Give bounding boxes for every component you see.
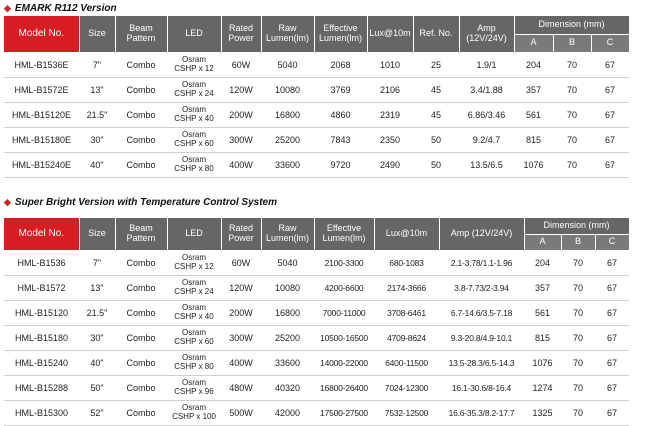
cell-lux: 1010 xyxy=(367,52,413,77)
header-led: LED xyxy=(167,16,221,52)
table-row xyxy=(4,300,629,325)
header-power: Rated Power xyxy=(221,218,261,250)
header-model: Model No. xyxy=(4,218,79,250)
cell-effective: 9720 xyxy=(314,152,367,177)
cell-b: 70 xyxy=(553,102,591,127)
cell-effective: 2100-3300 xyxy=(314,250,374,275)
header-size: Size xyxy=(79,16,115,52)
cell-amp: 6.7-14.6/3.5-7.18 xyxy=(439,300,524,325)
header-beam: Beam Pattern xyxy=(115,218,167,250)
cell-amp: 3.8-7.73/2-3.94 xyxy=(439,275,524,300)
cell-power: 480W xyxy=(221,375,261,400)
cell-raw: 25200 xyxy=(261,325,314,350)
cell-raw: 42000 xyxy=(261,400,314,425)
cell-b: 70 xyxy=(553,127,591,152)
cell-size: 30" xyxy=(79,325,115,350)
header-dimension: Dimension (mm) xyxy=(524,218,629,234)
led-brand: Osram xyxy=(182,378,206,388)
cell-led xyxy=(167,102,221,127)
cell-size: 40" xyxy=(79,152,115,177)
led-brand: Osram xyxy=(182,303,206,313)
cell-amp: 9.3-20.8/4.9-10.1 xyxy=(439,325,524,350)
cell-b: 70 xyxy=(553,152,591,177)
cell-model: HML-B15120E xyxy=(4,102,79,127)
led-count: CSHP x 60 xyxy=(174,138,214,148)
cell-c: 67 xyxy=(595,325,629,350)
super-bright-spec-table xyxy=(4,218,630,426)
cell-c: 67 xyxy=(591,77,629,102)
cell-led xyxy=(167,250,221,275)
cell-beam: Combo xyxy=(115,275,167,300)
cell-power: 500W xyxy=(221,400,261,425)
cell-model: HML-B15120 xyxy=(4,300,79,325)
cell-led xyxy=(167,127,221,152)
cell-a: 1274 xyxy=(524,375,561,400)
header-dim-b: B xyxy=(553,34,591,52)
emark-table-body xyxy=(4,52,629,177)
cell-effective: 7000-11000 xyxy=(314,300,374,325)
cell-power: 300W xyxy=(221,127,261,152)
cell-ref: 45 xyxy=(413,102,459,127)
cell-model: HML-B15180 xyxy=(4,325,79,350)
cell-power: 60W xyxy=(221,250,261,275)
cell-model: HML-B15180E xyxy=(4,127,79,152)
led-brand: Osram xyxy=(182,353,206,363)
cell-beam: Combo xyxy=(115,325,167,350)
cell-beam: Combo xyxy=(115,152,167,177)
cell-size: 13" xyxy=(79,77,115,102)
cell-effective: 10500-16500 xyxy=(314,325,374,350)
cell-led xyxy=(167,400,221,425)
cell-c: 67 xyxy=(595,300,629,325)
cell-led xyxy=(167,77,221,102)
cell-beam: Combo xyxy=(115,400,167,425)
header-dim-a: A xyxy=(524,234,561,250)
cell-a: 1076 xyxy=(514,152,553,177)
cell-led xyxy=(167,325,221,350)
led-count: CSHP x 40 xyxy=(174,113,214,123)
cell-b: 70 xyxy=(561,325,595,350)
cell-beam: Combo xyxy=(115,52,167,77)
cell-size: 40" xyxy=(79,350,115,375)
cell-ref: 50 xyxy=(413,152,459,177)
cell-beam: Combo xyxy=(115,77,167,102)
cell-c: 67 xyxy=(595,275,629,300)
led-count: CSHP x 24 xyxy=(174,286,214,296)
header-size: Size xyxy=(79,218,115,250)
cell-effective: 16800-26400 xyxy=(314,375,374,400)
led-count: CSHP x 100 xyxy=(172,411,216,421)
cell-amp: 16.6-35.3/8.2-17.7 xyxy=(439,400,524,425)
cell-beam: Combo xyxy=(115,127,167,152)
led-brand: Osram xyxy=(182,105,206,115)
led-count: CSHP x 12 xyxy=(174,63,214,73)
cell-model: HML-B1536 xyxy=(4,250,79,275)
led-brand: Osram xyxy=(182,403,206,413)
cell-a: 815 xyxy=(524,325,561,350)
cell-lux: 2106 xyxy=(367,77,413,102)
cell-power: 120W xyxy=(221,77,261,102)
cell-model: HML-B15240E xyxy=(4,152,79,177)
cell-c: 67 xyxy=(595,400,629,425)
cell-size: 21.5" xyxy=(79,300,115,325)
cell-lux: 2350 xyxy=(367,127,413,152)
led-count: CSHP x 12 xyxy=(174,261,214,271)
cell-raw: 5040 xyxy=(261,52,314,77)
cell-a: 561 xyxy=(524,300,561,325)
led-count: CSHP x 40 xyxy=(174,311,214,321)
cell-beam: Combo xyxy=(115,102,167,127)
table-row xyxy=(4,77,629,102)
cell-amp: 16.1-30.6/8-16.4 xyxy=(439,375,524,400)
cell-b: 70 xyxy=(561,350,595,375)
cell-power: 400W xyxy=(221,350,261,375)
cell-power: 200W xyxy=(221,102,261,127)
cell-size: 52" xyxy=(79,400,115,425)
cell-ref: 25 xyxy=(413,52,459,77)
cell-model: HML-B15300 xyxy=(4,400,79,425)
cell-a: 561 xyxy=(514,102,553,127)
cell-raw: 16800 xyxy=(261,300,314,325)
section-title-emark xyxy=(4,3,117,14)
cell-lux: 3708-6461 xyxy=(374,300,439,325)
cell-raw: 5040 xyxy=(261,250,314,275)
header-amp: Amp (12V/24V) xyxy=(439,218,524,250)
table-row xyxy=(4,400,629,425)
led-count: CSHP x 60 xyxy=(174,336,214,346)
header-raw-lumen: Raw Lumen(lm) xyxy=(261,218,314,250)
cell-raw: 33600 xyxy=(261,350,314,375)
cell-b: 70 xyxy=(561,300,595,325)
header-dimension: Dimension (mm) xyxy=(514,16,629,34)
led-brand: Osram xyxy=(182,253,206,263)
cell-effective: 4200-6600 xyxy=(314,275,374,300)
led-brand: Osram xyxy=(182,155,206,165)
cell-led xyxy=(167,152,221,177)
cell-beam: Combo xyxy=(115,250,167,275)
cell-size: 30" xyxy=(79,127,115,152)
cell-a: 204 xyxy=(514,52,553,77)
cell-lux: 4709-8624 xyxy=(374,325,439,350)
header-dim-b: B xyxy=(561,234,595,250)
cell-b: 70 xyxy=(561,375,595,400)
led-brand: Osram xyxy=(182,55,206,65)
cell-raw: 16800 xyxy=(261,102,314,127)
cell-b: 70 xyxy=(561,400,595,425)
section-title-super-bright xyxy=(4,197,277,208)
cell-a: 357 xyxy=(524,275,561,300)
header-dim-c: C xyxy=(591,34,629,52)
cell-raw: 10080 xyxy=(261,275,314,300)
table-row xyxy=(4,375,629,400)
cell-b: 70 xyxy=(561,250,595,275)
cell-size: 7" xyxy=(79,52,115,77)
cell-model: HML-B15240 xyxy=(4,350,79,375)
cell-a: 357 xyxy=(514,77,553,102)
cell-b: 70 xyxy=(561,275,595,300)
header-led: LED xyxy=(167,218,221,250)
cell-power: 400W xyxy=(221,152,261,177)
cell-amp: 9.2/4.7 xyxy=(459,127,514,152)
section-title-text: Super Bright Version with Temperature Control System xyxy=(14,197,278,208)
cell-raw: 33600 xyxy=(261,152,314,177)
led-count: CSHP x 80 xyxy=(174,163,214,173)
cell-amp: 1.9/1 xyxy=(459,52,514,77)
cell-c: 67 xyxy=(595,250,629,275)
cell-c: 67 xyxy=(591,52,629,77)
cell-beam: Combo xyxy=(115,350,167,375)
cell-amp: 13.5-28.3/6.5-14.3 xyxy=(439,350,524,375)
cell-led xyxy=(167,275,221,300)
cell-beam: Combo xyxy=(115,375,167,400)
cell-c: 67 xyxy=(591,152,629,177)
cell-ref: 45 xyxy=(413,77,459,102)
cell-led xyxy=(167,375,221,400)
cell-led xyxy=(167,52,221,77)
cell-model: HML-B1572 xyxy=(4,275,79,300)
header-effective-lumen: Effective Lumen(lm) xyxy=(314,218,374,250)
emark-spec-table xyxy=(4,16,630,178)
cell-amp: 6.86/3.46 xyxy=(459,102,514,127)
diamond-bullet-icon: ◆ xyxy=(4,3,11,13)
cell-raw: 40320 xyxy=(261,375,314,400)
header-lux: Lux@10m xyxy=(367,16,413,52)
cell-lux: 7024-12300 xyxy=(374,375,439,400)
header-dim-a: A xyxy=(514,34,553,52)
cell-effective: 14000-22000 xyxy=(314,350,374,375)
cell-c: 67 xyxy=(595,350,629,375)
cell-size: 21.5" xyxy=(79,102,115,127)
header-ref: Ref. No. xyxy=(413,16,459,52)
header-dim-c: C xyxy=(595,234,629,250)
cell-model: HML-B15288 xyxy=(4,375,79,400)
led-brand: Osram xyxy=(182,328,206,338)
cell-c: 67 xyxy=(595,375,629,400)
table-row xyxy=(4,152,629,177)
section-title-text: EMARK R112 Version xyxy=(14,3,117,14)
table-row xyxy=(4,325,629,350)
cell-lux: 7532-12500 xyxy=(374,400,439,425)
header-beam: Beam Pattern xyxy=(115,16,167,52)
led-brand: Osram xyxy=(182,278,206,288)
cell-size: 7" xyxy=(79,250,115,275)
cell-amp: 2.1-3.78/1.1-1.96 xyxy=(439,250,524,275)
cell-model: HML-B1572E xyxy=(4,77,79,102)
led-brand: Osram xyxy=(182,130,206,140)
table-row xyxy=(4,250,629,275)
cell-a: 1325 xyxy=(524,400,561,425)
cell-effective: 7843 xyxy=(314,127,367,152)
table-row xyxy=(4,350,629,375)
super-bright-table-body xyxy=(4,250,629,425)
cell-a: 815 xyxy=(514,127,553,152)
cell-power: 120W xyxy=(221,275,261,300)
cell-b: 70 xyxy=(553,77,591,102)
led-count: CSHP x 80 xyxy=(174,361,214,371)
cell-lux: 2319 xyxy=(367,102,413,127)
cell-amp: 3.4/1.88 xyxy=(459,77,514,102)
cell-power: 300W xyxy=(221,325,261,350)
cell-beam: Combo xyxy=(115,300,167,325)
header-effective-lumen: Effective Lumen(lm) xyxy=(314,16,367,52)
cell-lux: 6400-11500 xyxy=(374,350,439,375)
cell-raw: 25200 xyxy=(261,127,314,152)
cell-raw: 10080 xyxy=(261,77,314,102)
led-count: CSHP x 96 xyxy=(174,386,214,396)
cell-led xyxy=(167,300,221,325)
table-row xyxy=(4,102,629,127)
cell-amp: 13.5/6.5 xyxy=(459,152,514,177)
cell-power: 200W xyxy=(221,300,261,325)
cell-c: 67 xyxy=(591,102,629,127)
cell-lux: 680-1083 xyxy=(374,250,439,275)
cell-b: 70 xyxy=(553,52,591,77)
header-model: Model No. xyxy=(4,16,79,52)
cell-size: 13" xyxy=(79,275,115,300)
cell-c: 67 xyxy=(591,127,629,152)
cell-lux: 2174-3666 xyxy=(374,275,439,300)
cell-power: 60W xyxy=(221,52,261,77)
led-count: CSHP x 24 xyxy=(174,88,214,98)
cell-size: 50" xyxy=(79,375,115,400)
diamond-bullet-icon: ◆ xyxy=(4,197,11,207)
cell-effective: 17500-27500 xyxy=(314,400,374,425)
cell-model: HML-B1536E xyxy=(4,52,79,77)
header-amp: Amp (12V/24V) xyxy=(459,16,514,52)
led-brand: Osram xyxy=(182,80,206,90)
cell-a: 1076 xyxy=(524,350,561,375)
cell-effective: 2068 xyxy=(314,52,367,77)
cell-a: 204 xyxy=(524,250,561,275)
header-raw-lumen: Raw Lumen(lm) xyxy=(261,16,314,52)
table-row xyxy=(4,52,629,77)
cell-effective: 4860 xyxy=(314,102,367,127)
cell-lux: 2490 xyxy=(367,152,413,177)
cell-effective: 3769 xyxy=(314,77,367,102)
table-row xyxy=(4,127,629,152)
header-lux: Lux@10m xyxy=(374,218,439,250)
header-power: Rated Power xyxy=(221,16,261,52)
cell-led xyxy=(167,350,221,375)
table-row xyxy=(4,275,629,300)
cell-ref: 50 xyxy=(413,127,459,152)
